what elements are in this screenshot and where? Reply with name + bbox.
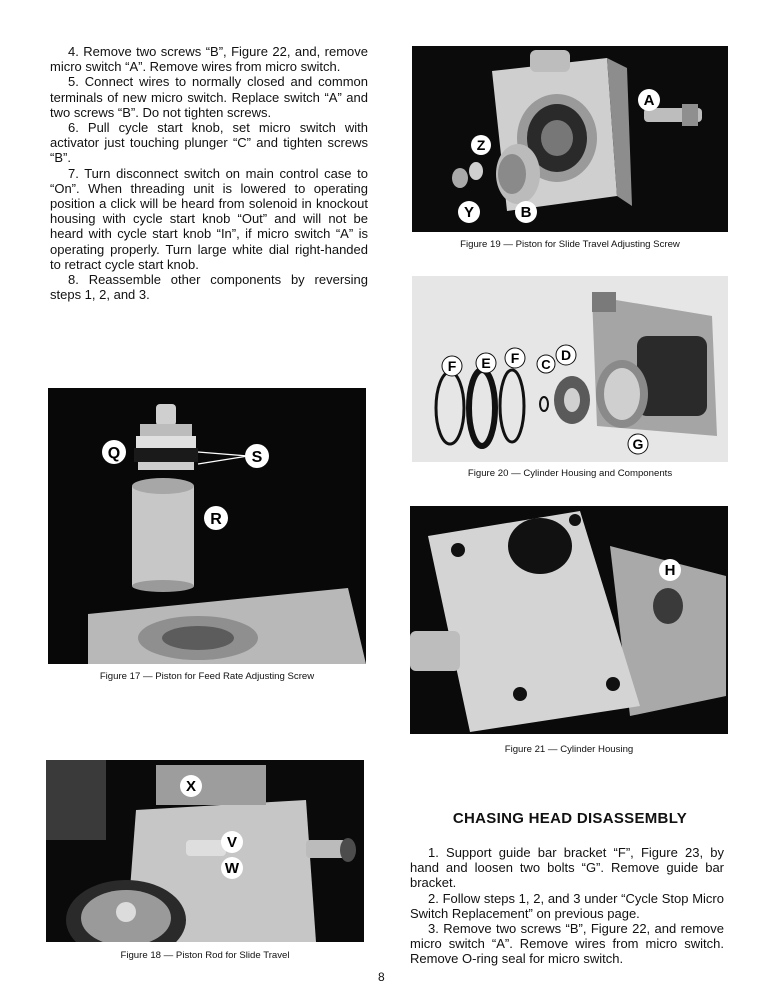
callout-g: G [632,436,644,452]
step-4: 4. Remove two screws “B”, Figure 22, and, remove micro switch “A”. Remove wires from micro switch. [50,44,368,75]
figure-21-caption: Figure 21 — Cylinder Housing [504,744,634,755]
callout-f-right: F [510,350,520,366]
micro-switch-steps [50,44,368,302]
chasing-step-1: 1. Support guide bar bracket “F”, Figure 23, by hand and loosen two bolts “G”. Remove guide bar bracket. [410,845,724,891]
figure-20-photo [412,276,728,462]
callout-d: D [560,347,572,363]
figure-17-photo [48,388,366,664]
figure-21-photo [410,506,728,734]
figure-18-caption: Figure 18 — Piston Rod for Slide Travel [120,950,290,961]
callout-h: H [664,562,676,579]
callout-q: Q [107,445,121,462]
chasing-head-steps [410,845,724,967]
step-6: 6. Pull cycle start knob, set micro switch with activator just touching plunger “C” and tighten screws “B”. [50,120,368,166]
figure-19-photo [412,46,728,232]
callout-a: A [643,92,655,109]
step-5: 5. Connect wires to normally closed and common terminals of new micro switch. Replace switch “A” and two screws “B”. Do not tighten screws. [50,74,368,120]
callout-s: S [251,449,263,466]
callout-r: R [210,511,222,528]
callout-e: E [481,355,491,371]
figure-20-caption: Figure 20 — Cylinder Housing and Components [467,468,673,479]
step-8: 8. Reassemble other components by reversing steps 1, 2, and 3. [50,272,368,303]
chasing-head-heading: CHASING HEAD DISASSEMBLY [452,810,688,827]
chasing-step-2: 2. Follow steps 1, 2, and 3 under “Cycle Stop Micro Switch Replacement” on previous page. [410,890,724,921]
step-7: 7. Turn disconnect switch on main control case to “On”. When threading unit is lowered to operating position a click will be heard from solenoid in knockout housing with cycle start knob “Out” and will not be heard with cycle start knob “In”, if micro switch “A” is operating properly. Turn large white dial right-handed to retract cycle start knob. [50,165,368,272]
callout-y: Y [463,204,475,221]
callout-c: C [541,357,551,372]
page-number: 8 [378,970,385,984]
callout-w: W [224,860,240,877]
callout-z: Z [476,137,486,153]
chasing-step-3: 3. Remove two screws “B”, Figure 22, and remove micro switch “A”. Remove wires from micro switch. Remove O-ring seal for micro switch. [410,921,724,967]
callout-b: B [520,204,532,221]
figure-17-caption: Figure 17 — Piston for Feed Rate Adjusting Screw [99,671,315,682]
callout-f-left: F [447,358,457,374]
callout-v: V [226,834,238,851]
figure-19-caption: Figure 19 — Piston for Slide Travel Adjusting Screw [460,239,680,250]
figure-18-photo [46,760,364,942]
callout-x: X [185,778,197,795]
